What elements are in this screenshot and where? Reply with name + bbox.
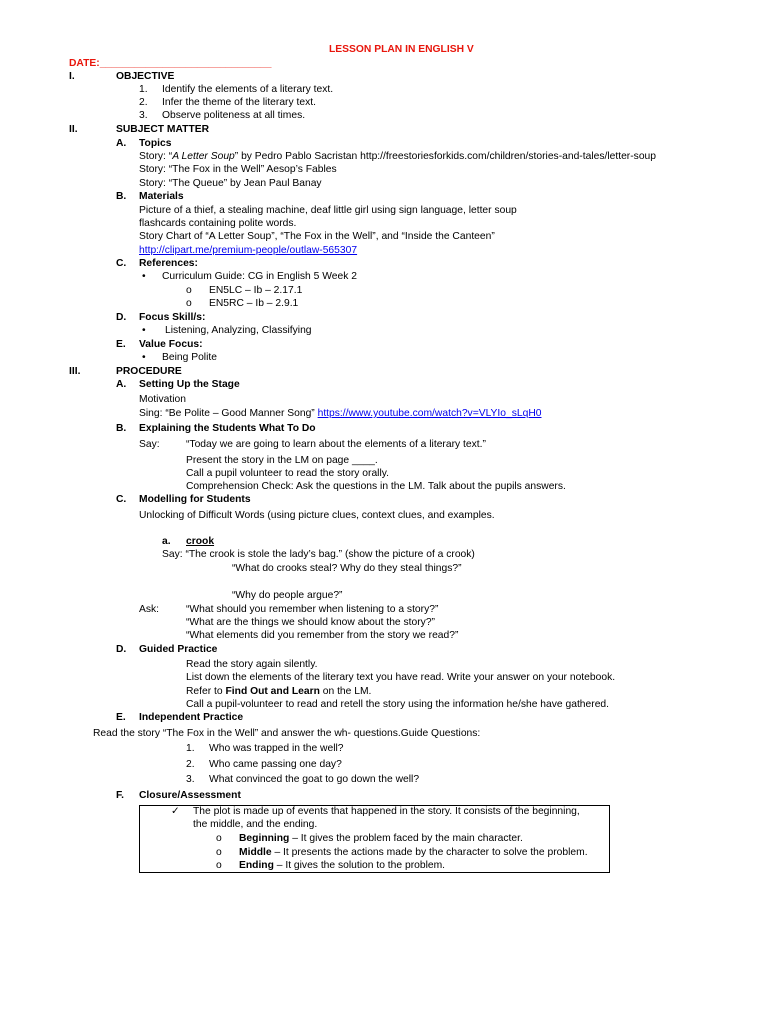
question-line: “What do crooks steal? Why do they steal things?”: [232, 563, 462, 574]
story-line: Story: “The Fox in the Well” Aesop’s Fables: [139, 164, 337, 175]
subsection-heading-guided-practice: Guided Practice: [139, 644, 218, 655]
section-heading-objective: OBJECTIVE: [116, 71, 175, 82]
materials-line: flashcards containing polite words.: [139, 218, 297, 229]
word-letter: a.: [162, 536, 171, 547]
list-number: 2.: [139, 97, 148, 108]
lesson-title: LESSON PLAN IN ENGLISH V: [329, 44, 474, 55]
circle-bullet-icon: o: [186, 298, 192, 309]
checkmark-icon: ✓: [171, 806, 180, 817]
subsection-heading-materials: Materials: [139, 191, 184, 202]
subsection-heading-independent-practice: Independent Practice: [139, 712, 244, 723]
say-label: Say:: [139, 439, 160, 450]
song-line: Sing: “Be Polite – Good Manner Song” https://www.youtube.com/watch?v=VLYIo_sLqH0: [139, 408, 542, 419]
subsection-letter: B.: [116, 191, 127, 202]
find-out-and-learn: Find Out and Learn: [225, 686, 320, 697]
circle-bullet-icon: o: [216, 847, 222, 858]
ask-question: “What should you remember when listening to a story?”: [186, 604, 439, 615]
list-number: 3.: [186, 774, 195, 785]
circle-bullet-icon: o: [186, 285, 192, 296]
guided-line: List down the elements of the literary text you have read. Write your answer on your notebook.: [186, 672, 616, 683]
plot-line: the middle, and the ending.: [193, 819, 318, 830]
section-heading-procedure: PROCEDURE: [116, 366, 182, 377]
bullet-icon: •: [142, 352, 146, 363]
objective-item: Infer the theme of the literary text.: [162, 97, 316, 108]
subsection-letter: B.: [116, 423, 127, 434]
section-numeral: II.: [69, 124, 78, 135]
focus-skill-item: Listening, Analyzing, Classifying: [165, 325, 312, 336]
story-title: A Letter Soup: [172, 151, 235, 162]
reference-code: EN5RC – Ib – 2.9.1: [209, 298, 299, 309]
subsection-letter: E.: [116, 712, 126, 723]
subsection-heading-topics: Topics: [139, 138, 172, 149]
plot-part: Ending – It gives the solution to the problem.: [239, 860, 446, 871]
subsection-heading-references: References:: [139, 258, 198, 269]
objective-item: Observe politeness at all times.: [162, 110, 306, 121]
guide-question: What convinced the goat to go down the well?: [209, 774, 420, 785]
say-line: Say: “The crook is stole the lady’s bag.” (show the picture of a crook): [162, 549, 475, 560]
section-heading-subject-matter: SUBJECT MATTER: [116, 124, 210, 135]
subsection-letter: C.: [116, 258, 127, 269]
subsection-heading-closure: Closure/Assessment: [139, 790, 241, 801]
section-numeral: I.: [69, 71, 75, 82]
subsection-letter: E.: [116, 339, 126, 350]
subsection-letter: F.: [116, 790, 125, 801]
song-video-link[interactable]: https://www.youtube.com/watch?v=VLYIo_sLqH0: [317, 408, 542, 419]
guide-question: Who was trapped in the well?: [209, 743, 344, 754]
materials-line: Story Chart of “A Letter Soup”, “The Fox in the Well”, and “Inside the Canteen”: [139, 231, 495, 242]
subsection-letter: C.: [116, 494, 127, 505]
objective-item: Identify the elements of a literary text.: [162, 84, 334, 95]
clipart-link[interactable]: http://clipart.me/premium-people/outlaw-565307: [139, 245, 358, 256]
subsection-heading-modelling: Modelling for Students: [139, 494, 251, 505]
plot-part: Middle – It presents the actions made by the character to solve the problem.: [239, 847, 588, 858]
ask-label: Ask:: [139, 604, 160, 615]
question-line: “Why do people argue?”: [232, 590, 343, 601]
list-number: 2.: [186, 759, 195, 770]
instruction-line: Comprehension Check: Ask the questions in the LM. Talk about the pupils answers.: [186, 481, 566, 492]
story-line: Story: “The Queue” by Jean Paul Banay: [139, 178, 322, 189]
bullet-icon: •: [142, 271, 146, 282]
subsection-letter: A.: [116, 138, 127, 149]
list-number: 1.: [186, 743, 195, 754]
subsection-letter: A.: [116, 379, 127, 390]
section-numeral: III.: [69, 366, 81, 377]
guide-question: Who came passing one day?: [209, 759, 342, 770]
guided-line: Read the story again silently.: [186, 659, 318, 670]
instruction-line: Present the story in the LM on page ____.: [186, 455, 378, 466]
bullet-icon: •: [142, 325, 146, 336]
value-focus-item: Being Polite: [162, 352, 217, 363]
guided-line: Refer to Find Out and Learn on the LM.: [186, 686, 372, 697]
subsection-heading-setting-stage: Setting Up the Stage: [139, 379, 240, 390]
subsection-heading-explaining: Explaining the Students What To Do: [139, 423, 316, 434]
subsection-heading-focus-skills: Focus Skill/s:: [139, 312, 206, 323]
reference-code: EN5LC – Ib – 2.17.1: [209, 285, 303, 296]
vocabulary-word: crook: [186, 536, 215, 547]
guided-line: Call a pupil-volunteer to read and retell the story using the information he/she have gathered.: [186, 699, 610, 710]
circle-bullet-icon: o: [216, 833, 222, 844]
plot-line: The plot is made up of events that happened in the story. It consists of the beginning,: [193, 806, 580, 817]
reference-item: Curriculum Guide: CG in English 5 Week 2: [162, 271, 357, 282]
circle-bullet-icon: o: [216, 860, 222, 871]
independent-intro: Read the story “The Fox in the Well” and answer the wh- questions.Guide Questions:: [93, 728, 481, 739]
ask-question: “What elements did you remember from the story we read?”: [186, 630, 459, 641]
subsection-letter: D.: [116, 312, 127, 323]
motivation-label: Motivation: [139, 394, 186, 405]
subsection-heading-value-focus: Value Focus:: [139, 339, 203, 350]
list-number: 1.: [139, 84, 148, 95]
subsection-letter: D.: [116, 644, 127, 655]
instruction-line: Call a pupil volunteer to read the story orally.: [186, 468, 389, 479]
story-line: Story: “A Letter Soup” by Pedro Pablo Sacristan http://freestoriesforkids.com/children/stories-and-tales/letter-soup: [139, 151, 656, 162]
materials-line: Picture of a thief, a stealing machine, deaf little girl using sign language, letter soup: [139, 205, 517, 216]
ask-question: “What are the things we should know about the story?”: [186, 617, 435, 628]
date-line: DATE:______________________________: [69, 58, 272, 69]
list-number: 3.: [139, 110, 148, 121]
unlocking-line: Unlocking of Difficult Words (using picture clues, context clues, and examples.: [139, 510, 495, 521]
say-text: “Today we are going to learn about the elements of a literary text.”: [186, 439, 486, 450]
plot-part: Beginning – It gives the problem faced by the main character.: [239, 833, 523, 844]
